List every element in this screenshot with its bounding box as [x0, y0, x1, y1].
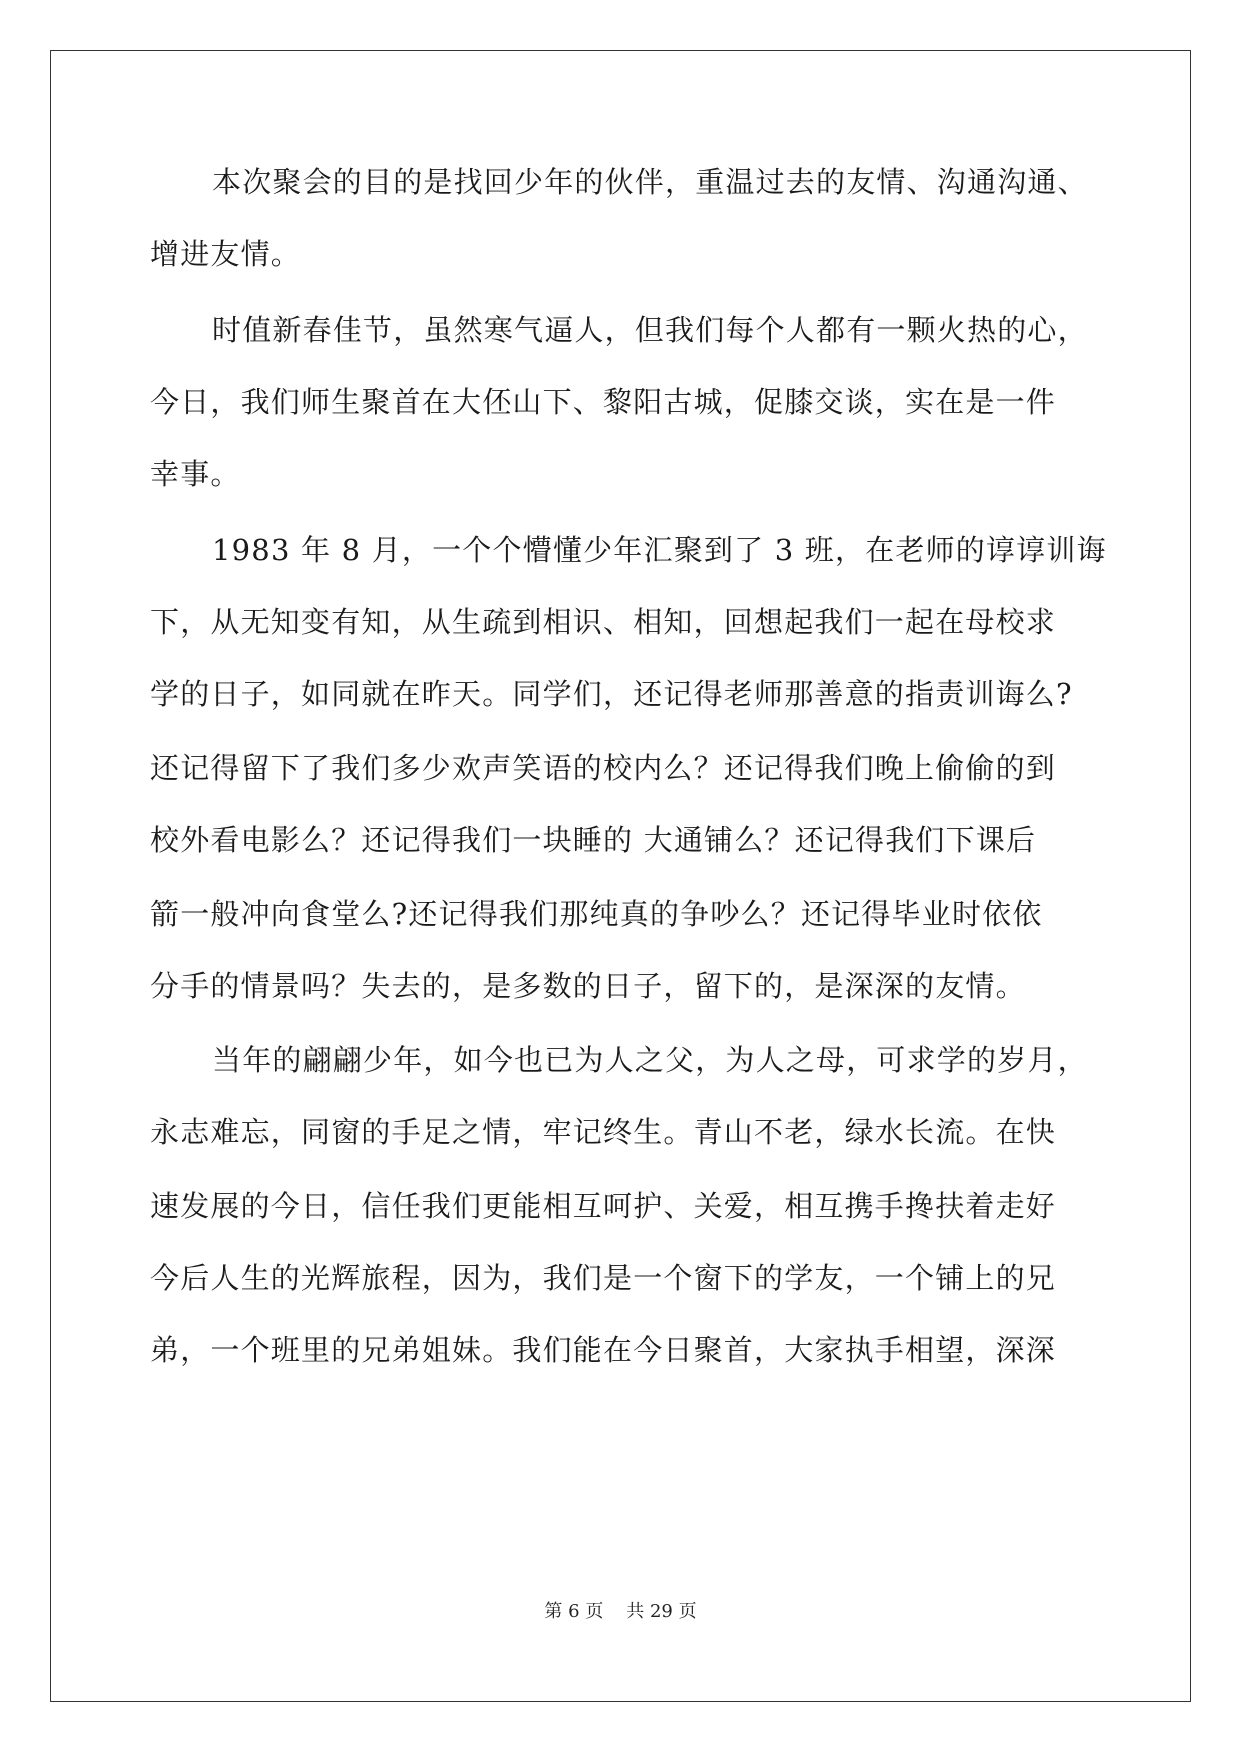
text-line: 本次聚会的目的是找回少年的伙伴，重温过去的友情、沟通沟通、	[212, 165, 1088, 199]
text-line: 今日，我们师生聚首在大伾山下、黎阳古城，促膝交谈，实在是一件	[150, 385, 1057, 419]
page-number: 第 6 页	[544, 1601, 604, 1622]
text-line: 今后人生的光辉旅程，因为，我们是一个窗下的学友，一个铺上的兄	[150, 1261, 1057, 1295]
text-line: 1983 年 8 月，一个个懵懂少年汇聚到了 3 班，在老师的谆谆训诲	[212, 533, 1107, 567]
text-line: 增进友情。	[150, 237, 302, 271]
page-footer	[0, 1600, 1241, 1624]
text-line: 下，从无知变有知，从生疏到相识、相知，回想起我们一起在母校求	[150, 605, 1057, 639]
text-line: 幸事。	[150, 457, 241, 491]
text-line: 还记得留下了我们多少欢声笑语的校内么？还记得我们晚上偷偷的到	[150, 751, 1057, 785]
text-line: 箭一般冲向食堂么?还记得我们那纯真的争吵么？还记得毕业时依依	[150, 897, 1043, 931]
text-line: 分手的情景吗？失去的，是多数的日子，留下的，是深深的友情。	[150, 969, 1026, 1003]
text-line: 校外看电影么？还记得我们一块睡的 大通铺么？还记得我们下课后	[150, 823, 1037, 857]
text-line: 永志难忘，同窗的手足之情，牢记终生。青山不老，绿水长流。在快	[150, 1115, 1057, 1149]
text-line: 时值新春佳节，虽然寒气逼人，但我们每个人都有一颗火热的心，	[212, 313, 1088, 347]
text-line: 学的日子，如同就在昨天。同学们，还记得老师那善意的指责训诲么?	[150, 677, 1073, 711]
text-line: 当年的翩翩少年，如今也已为人之父，为人之母，可求学的岁月，	[212, 1043, 1088, 1077]
page-border	[50, 50, 1191, 1702]
text-line: 弟，一个班里的兄弟姐妹。我们能在今日聚首，大家执手相望，深深	[150, 1333, 1057, 1367]
total-pages: 共 29 页	[626, 1601, 697, 1622]
text-line: 速发展的今日，信任我们更能相互呵护、关爱，相互携手搀扶着走好	[150, 1189, 1057, 1223]
